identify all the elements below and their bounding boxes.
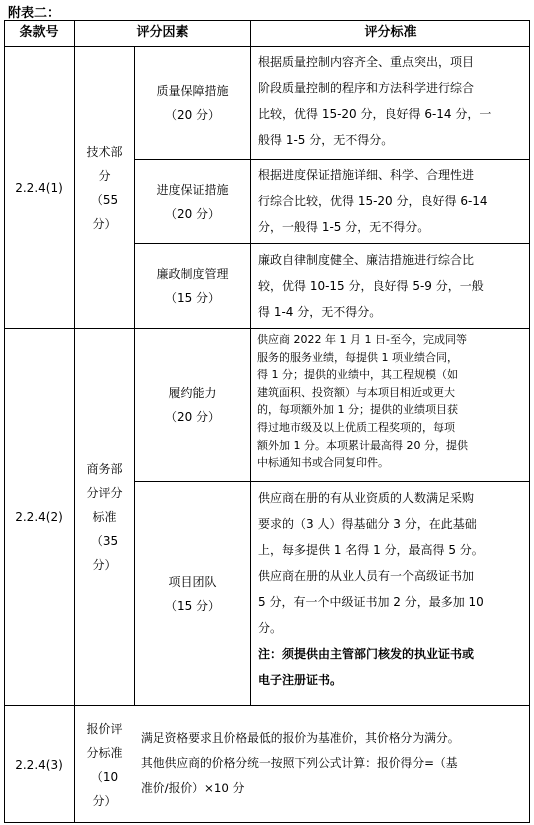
category-name: 技术部 分 （55 分） [86, 144, 123, 231]
standard-team: 供应商在册的有从业资质的人数满足采购 要求的（3 人）得基础分 3 分，在此基础 上，每多提供 1 名得 1 分，最高得 5 分。 供应商在册的从业人员有一个高级证书加 5 分，有一个中级证书加 2 分，最多加 10 分。 注：须提供由主管部门核发的执业证书或 电子注册证书。 [258, 485, 526, 693]
factor-team: 项目团队 （15 分） [164, 574, 221, 613]
category-name: 报价评 分标准 （10 分） [86, 721, 123, 808]
standard-integrity: 廉政自律制度健全、廉洁措施进行综合比 较，优得 10-15 分，良好得 5-9 分，一般 得 1-4 分，无不得分。 [258, 253, 484, 319]
factor-schedule: 进度保证措施 （20 分） [156, 182, 229, 221]
standard-quality: 根据质量控制内容齐全、重点突出，项目 阶段质量控制的程序和方法科学进行综合 比较，优得 15-20 分，良好得 6-14 分，一 般得 1-5 分，无不得分。 [258, 55, 492, 147]
header-factor: 评分因素 [136, 25, 189, 40]
factor-performance: 履约能力 （20 分） [164, 386, 221, 424]
certificate-note: 电子注册证书。 [258, 673, 343, 687]
header-clause: 条款号 [19, 25, 59, 40]
factor-quality: 质量保障措施 （20 分） [156, 84, 229, 122]
clause-number: 2.2.4(3) [15, 757, 63, 772]
factor-integrity: 廉政制度管理 （15 分） [156, 267, 229, 305]
standard-schedule: 根据进度保证措施详细、科学、合理性进 行综合比较，优得 15-20 分，良好得 6-14 分，一般得 1-5 分，无不得分。 [258, 168, 488, 234]
standard-price: 满足资格要求且价格最低的报价为基准价，其价格分为满分。 其他供应商的价格分统一按照下列公式计算：报价得分=（基 准价/报价）×10 分 [141, 731, 460, 795]
certificate-note: 注：须提供由主管部门核发的执业证书或 [258, 647, 475, 661]
appendix-title: 附表二： [8, 6, 61, 21]
column-divider [250, 20, 251, 706]
header-standard: 评分标准 [364, 25, 417, 40]
clause-number: 2.2.4(2) [15, 510, 63, 524]
category-name: 商务部 分评分 标准 （35 分） [86, 462, 123, 572]
clause-number: 2.2.4(1) [15, 180, 63, 195]
standard-performance: 供应商 2022 年 1 月 1 日-至今，完成同等 服务的服务业绩，每提供 1 项业绩合同， 得 1 分；提供的业绩中，其工程规模（如 建筑面积、投资额）与本项目相近或更大 的，每项额外加 1 分；提供的业绩项目获 得过地市级及以上优质工程奖项的，每项 额外加 1 分。本项累计最高得 20 分，提供 中标通知书或合同复印件。 [257, 333, 468, 470]
